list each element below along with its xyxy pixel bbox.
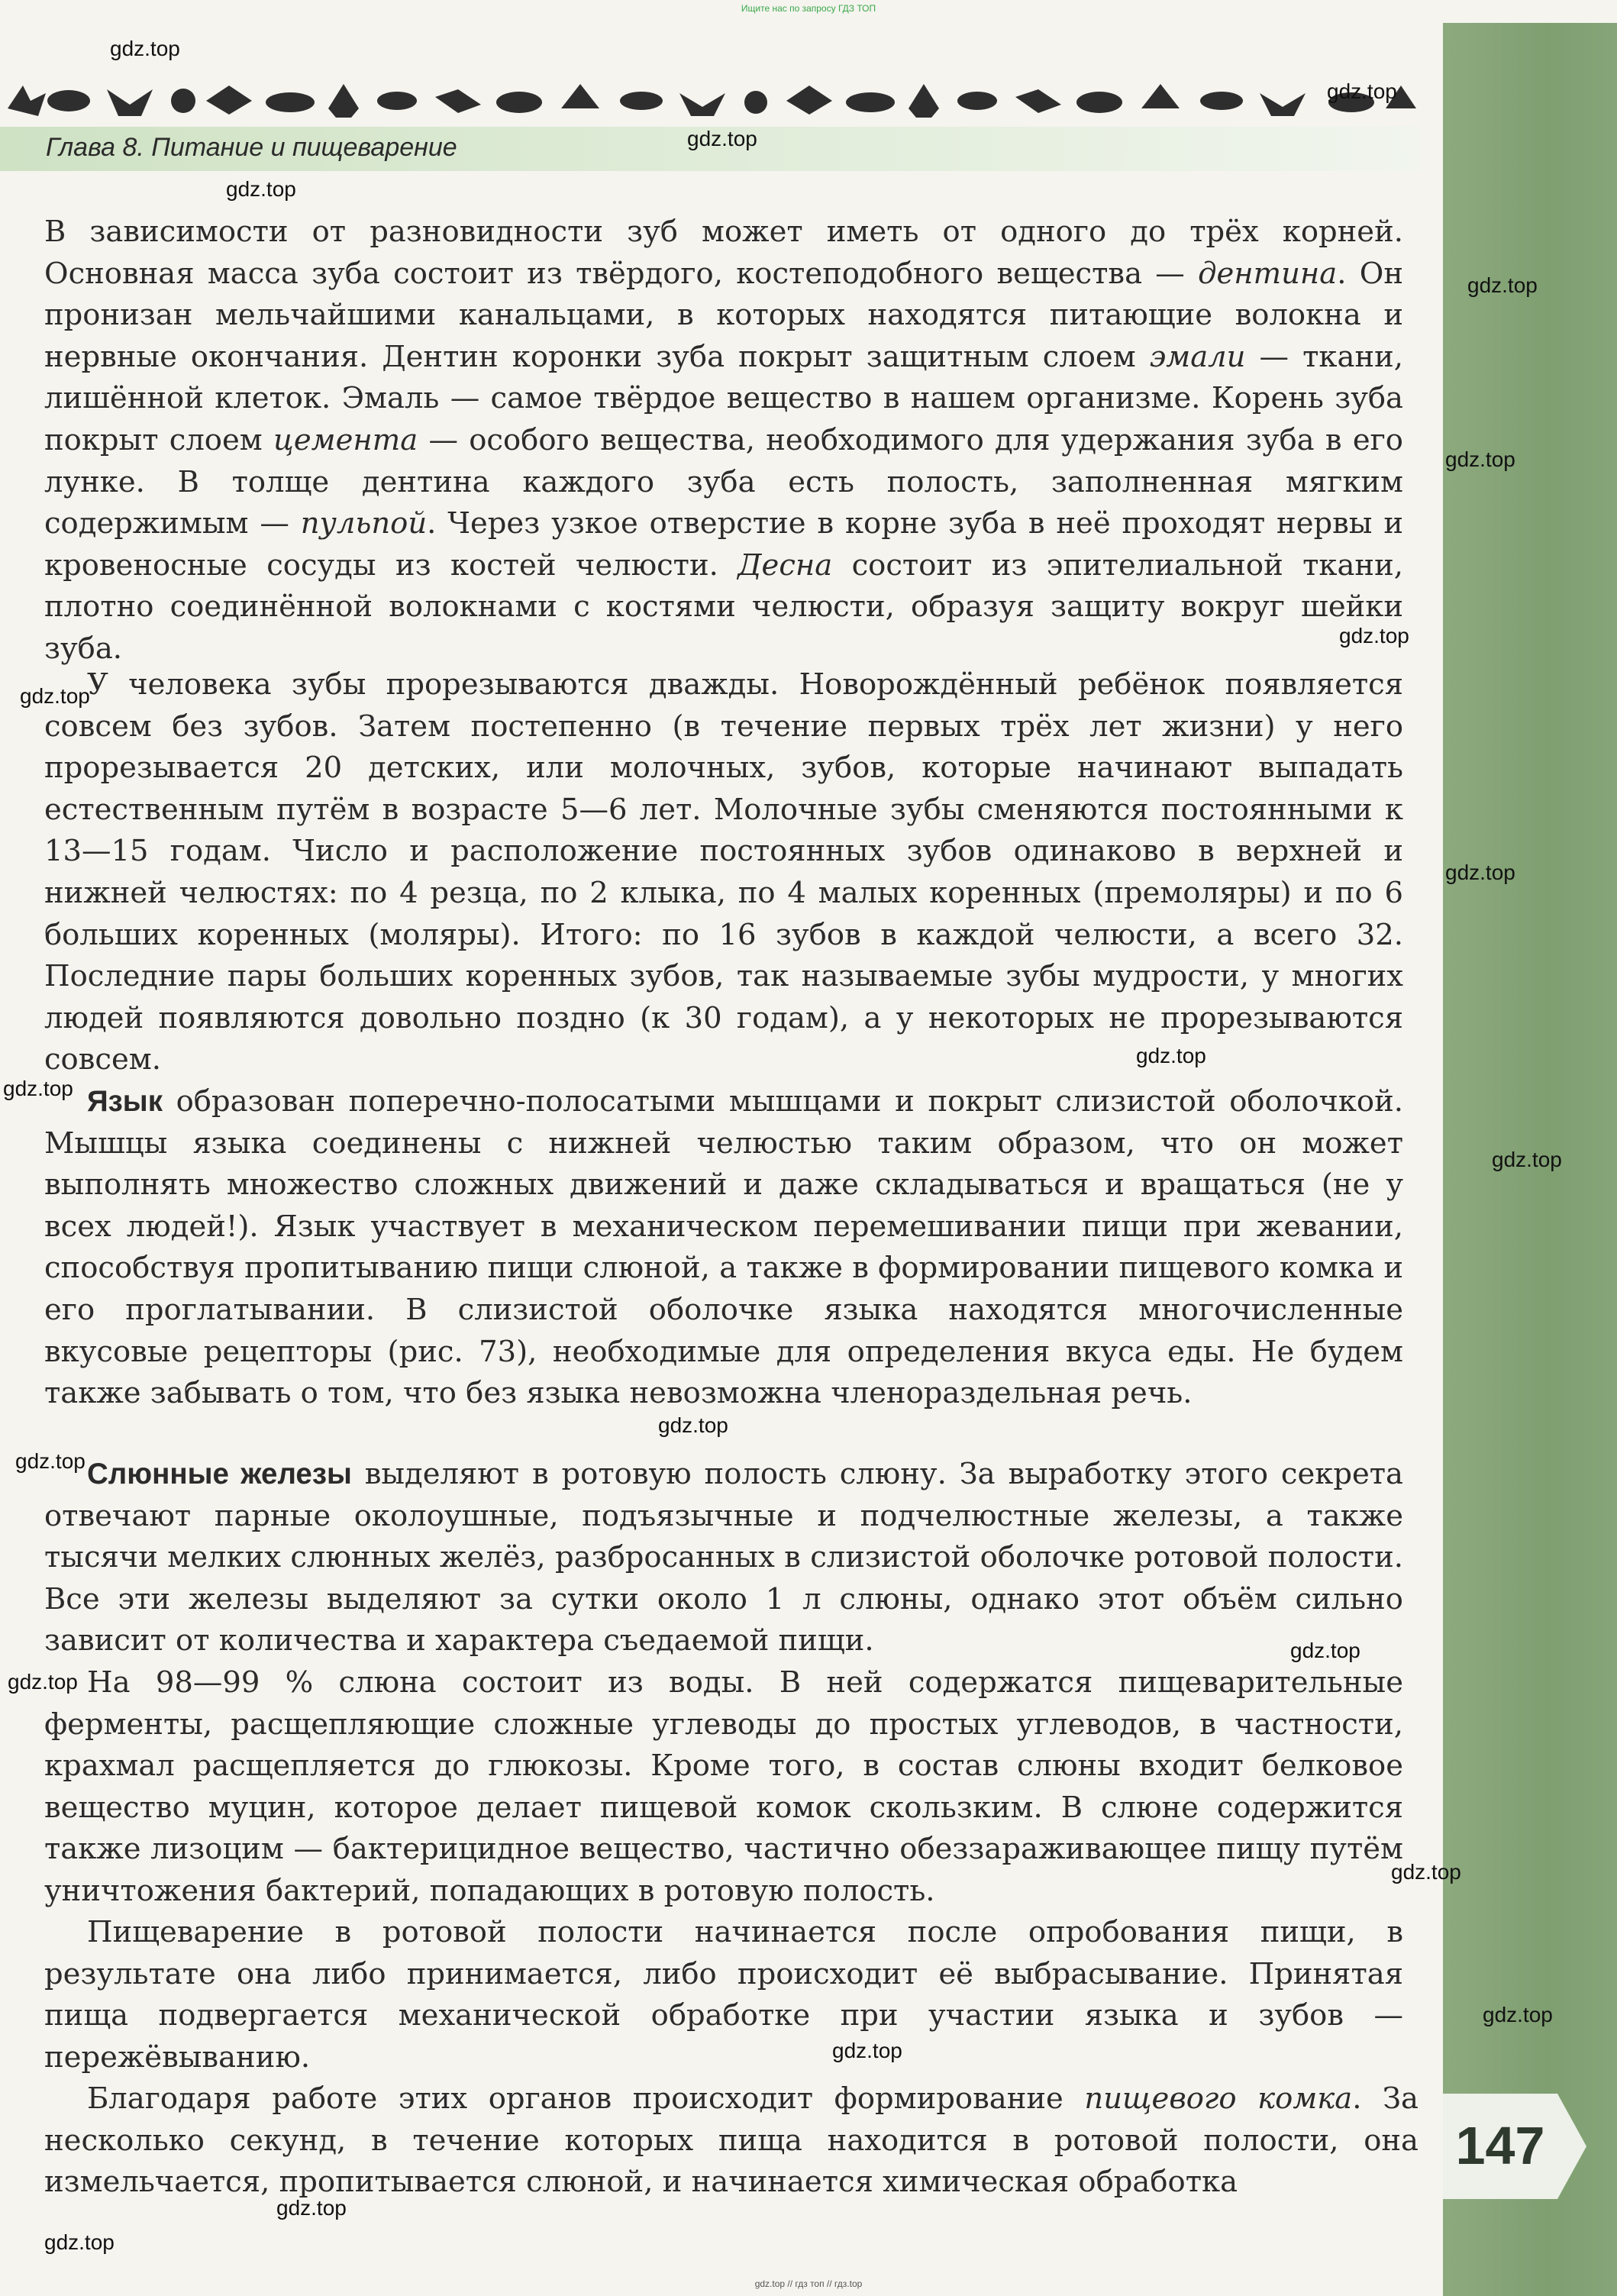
watermark: gdz.top: [1136, 1044, 1206, 1067]
paragraph-text: [44, 212, 1403, 670]
paragraph-saliva-composition: [44, 1662, 1403, 1913]
paragraph-teeth-eruption: [44, 664, 1403, 1081]
chapter-title: Глава 8. Питание и пищеварение: [46, 133, 457, 162]
term-dentin: дентина: [1198, 256, 1338, 291]
watermark: gdz.top: [8, 1670, 78, 1694]
paragraph-text: [44, 1454, 1403, 1662]
page-number-tab: [1443, 2094, 1586, 2199]
watermark: gdz.top: [1391, 1860, 1461, 1884]
paragraph-text: На 98—99 % слюна состоит из воды. В ней содержатся пищеварительные ферменты, расщепляющие сложные углеводы до простых углеводов, в частности, крахмал расщепляется до глюкозы. Кроме того, в состав слюны входит белковое вещество муцин, которое делает пищевой комок скользким. В слюне содержится также лизоцим — бактерицидное вещество, частично обеззараживающее пищу путём уничтожения бактерий, попадающих в ротовую полость.: [44, 1665, 1403, 1908]
bottom-note: gdz.top // гдз топ // гдз.top: [754, 2278, 863, 2289]
watermark: gdz.top: [1492, 1148, 1562, 1171]
animal-silhouette-strip: [0, 63, 1420, 124]
watermark: gdz.top: [1445, 447, 1515, 471]
text-run: . Он пронизан мельчайшими канальцами, в которых находятся питающие волокна и нервные окончания. Дентин коронки зуба покрыт защитным слоем: [44, 256, 1403, 374]
watermark: gdz.top: [226, 177, 296, 201]
paragraph-salivary-glands: [44, 1454, 1403, 1662]
term-cement: цемента: [273, 422, 418, 457]
text-run: образован поперечно-полосатыми мышцами и покрыт слизистой оболочкой. Мышцы языка соединены с нижней челюстью таким образом, что он может выполнять множество сложных движений и даже складываться и вращаться (не у всех людей!). Язык участвует в механическом перемешивании пищи при жевании, способствуя пропитыванию пищи слюной, а также в формировании пищевого комка и его проглатывании. В слизистой оболочке языка находятся многочисленные вкусовые рецепторы (рис. 73), необходимые для определения вкуса еды. Не будем также забывать о том, что без языка невозможна членораздельная речь.: [44, 1084, 1403, 1411]
term-tongue: Язык: [87, 1085, 163, 1118]
text-run: В зависимости от разновидности зуб может иметь от одного до трёх корней. Основная масса зуба состоит из твёрдого, костеподобного вещества —: [44, 215, 1403, 291]
text-run: Благодаря работе этих органов происходит формирование: [87, 2081, 1085, 2116]
watermark: gdz.top: [110, 37, 180, 60]
watermark: gdz.top: [44, 2230, 115, 2254]
paragraph-food-bolus: [44, 2078, 1419, 2204]
text-run: . Через узкое отверстие в корне зуба в неё проходят нервы и кровеносные сосуды из костей челюсти.: [44, 506, 1403, 583]
top-note: Ищите нас по запросу ГДЗ ТОП: [741, 3, 876, 14]
text-run: . За несколько секунд, в течение которых пища находится в ротовой полости, она измельчается, пропитывается слюной, и начинается химическая обработка: [44, 2081, 1419, 2200]
watermark: gdz.top: [15, 1449, 86, 1473]
text-run: — особого вещества, необходимого для удержания зуба в его лунке. В толще дентина каждого зуба есть полость, заполненная мягким содержимым —: [44, 422, 1403, 541]
paragraph-text: Пищеварение в ротовой полости начинается после опробования пищи, в результате она либо принимается, либо происходит её выбрасывание. Принятая пища подвергается механической обработке при участии языка и зубов — пережёвыванию.: [44, 1915, 1403, 2075]
term-enamel: эмали: [1149, 339, 1246, 374]
watermark: gdz.top: [1483, 2003, 1553, 2026]
term-salivary-glands: Слюнные железы: [87, 1458, 352, 1490]
page-number: 147: [1455, 2116, 1545, 2175]
watermark: gdz.top: [1290, 1639, 1360, 1662]
text-run: состоит из эпителиальной ткани, плотно соединённой волокнами с костями челюсти, образуя защиту вокруг шейки зуба.: [44, 547, 1403, 666]
paragraph-tooth-structure: [44, 212, 1403, 670]
watermark: gdz.top: [1327, 79, 1397, 103]
watermark: gdz.top: [1467, 273, 1538, 297]
paragraph-text: [44, 2078, 1419, 2204]
watermark: gdz.top: [276, 2196, 347, 2220]
paragraph-text: [44, 1081, 1403, 1415]
text-run: выделяют в ротовую полость слюну. За выработку этого секрета отвечают парные околоушные, подъязычные и подчелюстные железы, а также тысячи мелких слюнных желёз, разбросанных в слизистой оболочке ротовой полости. Все эти железы выделяют за сутки около 1 л слюны, однако этот объём сильно зависит от количества и характера съедаемой пищи.: [44, 1457, 1403, 1658]
paragraph-tongue: [44, 1081, 1403, 1415]
term-food-bolus: пищевого комка: [1084, 2081, 1353, 2116]
text-run: — ткани, лишённой клеток. Эмаль — самое твёрдое вещество в нашем организме. Корень зуба покрыт слоем: [44, 339, 1403, 457]
term-gum: Десна: [737, 547, 833, 583]
paragraph-oral-digestion: [44, 1912, 1403, 2078]
watermark: gdz.top: [1339, 624, 1409, 647]
watermark: gdz.top: [687, 127, 757, 150]
paragraph-text: У человека зубы прорезываются дважды. Новорождённый ребёнок появляется совсем без зубов. Затем постепенно (в течение первых трёх лет жизни) у него прорезывается 20 детских, или молочных, зубов, которые начинают выпадать естественным путём в возрасте 5—6 лет. Молочные зубы сменяются постоянными к 13—15 годам. Число и расположение постоянных зубов одинаково в верхней и нижней челюстях: по 4 резца, по 2 клыка, по 4 малых коренных (премоляры) и по 6 больших коренных (моляры). Итого: по 16 зубов в каждой челюсти, а всего 32. Последние пары больших коренных зубов, так называемые зубы мудрости, у многих людей появляются довольно поздно (к 30 годам), а у некоторых не прорезываются совсем.: [44, 667, 1403, 1077]
term-pulp: пульпой: [300, 506, 428, 541]
watermark: gdz.top: [658, 1413, 728, 1437]
watermark: gdz.top: [3, 1077, 73, 1100]
watermark: gdz.top: [1445, 861, 1515, 884]
animal-silhouette-icon: [8, 84, 1416, 118]
watermark: gdz.top: [832, 2039, 902, 2062]
watermark: gdz.top: [20, 684, 90, 708]
